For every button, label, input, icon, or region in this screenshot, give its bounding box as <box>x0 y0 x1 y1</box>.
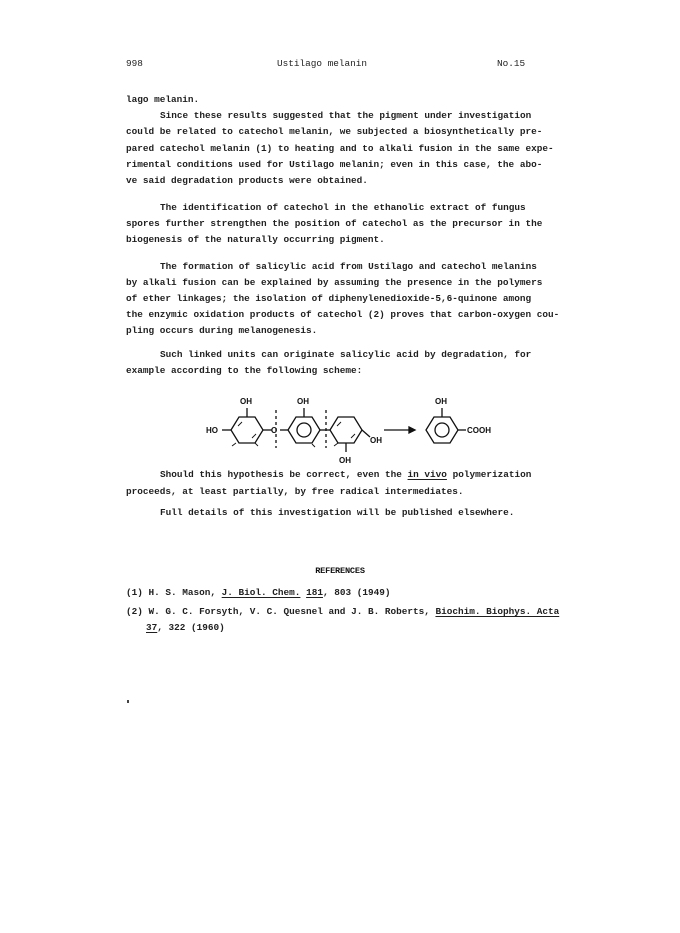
reference-volume: 37 <box>146 622 158 633</box>
scheme-label-cooh: COOH <box>467 426 491 435</box>
body-line: lago melanin. <box>126 94 200 105</box>
body-line: proceeds, at least partially, by free radical intermediates. <box>126 486 464 497</box>
body-line: could be related to catechol melanin, we subjected a biosynthetically pre- <box>126 126 543 137</box>
body-line: the enzymic oxidation products of catechol (2) proves that carbon-oxygen cou- <box>126 309 560 320</box>
references-heading: REFERENCES <box>315 566 365 576</box>
scheme-label-oh: OH <box>240 397 252 406</box>
body-line: Full details of this investigation will be published elsewhere. <box>160 507 515 518</box>
body-line: example according to the following scheme: <box>126 365 363 376</box>
scheme-label-oh: OH <box>435 397 447 406</box>
body-line: The formation of salicylic acid from Ustilago and catechol melanins <box>160 261 537 272</box>
body-line: by alkali fusion can be explained by assuming the presence in the polymers <box>126 277 543 288</box>
issue-number: No.15 <box>497 58 526 69</box>
reference-volume: 181 <box>306 587 323 598</box>
in-vivo-emphasis: in vivo <box>407 469 447 480</box>
body-line: biogenesis of the naturally occurring pigment. <box>126 234 385 245</box>
body-line: spores further strengthen the position of catechol as the precursor in the <box>126 218 543 229</box>
reference-item <box>126 587 390 598</box>
closing-text: polymerization <box>446 469 532 480</box>
scan-speck <box>127 700 129 703</box>
degradation-scheme <box>196 386 491 474</box>
body-line: pling occurs during melanogenesis. <box>126 325 318 336</box>
body-line: pared catechol melanin (1) to heating and to alkali fusion in the same expe- <box>126 143 554 154</box>
closing-text: Should this hypothesis be correct, even the <box>160 469 408 480</box>
reference-item-continued <box>146 622 225 633</box>
reference-journal: J. Biol. Chem. <box>221 587 301 598</box>
body-line: The identification of catechol in the ethanolic extract of fungus <box>160 202 526 213</box>
body-line: Such linked units can originate salicylic acid by degradation, for <box>160 349 532 360</box>
running-title: Ustilago melanin <box>277 58 368 69</box>
body-line: rimental conditions used for Ustilago melanin; even in this case, the abo- <box>126 159 543 170</box>
body-line <box>160 467 531 483</box>
reference-number: (1) <box>126 587 143 598</box>
reference-pages: , 322 (1960) <box>157 622 225 633</box>
scheme-label-oh: OH <box>370 436 382 445</box>
scheme-label-ho: HO <box>206 426 218 435</box>
scheme-label-oh: OH <box>339 456 351 465</box>
reference-item <box>126 606 559 617</box>
reference-authors: H. S. Mason, <box>148 587 222 598</box>
scheme-label-o: O <box>271 426 278 435</box>
scheme-label-oh: OH <box>297 397 309 406</box>
body-line: Since these results suggested that the pigment under investigation <box>160 110 532 121</box>
page-number: 998 <box>126 58 143 69</box>
reference-journal: Biochim. Biophys. Acta <box>435 606 560 617</box>
body-line: ve said degradation products were obtained. <box>126 175 368 186</box>
reference-pages: , 803 (1949) <box>322 587 391 598</box>
body-line: of ether linkages; the isolation of diphenylenedioxide-5,6-quinone among <box>126 293 532 304</box>
reference-authors: W. G. C. Forsyth, V. C. Quesnel and J. B. Roberts, <box>148 606 436 617</box>
reference-number: (2) <box>126 606 143 617</box>
